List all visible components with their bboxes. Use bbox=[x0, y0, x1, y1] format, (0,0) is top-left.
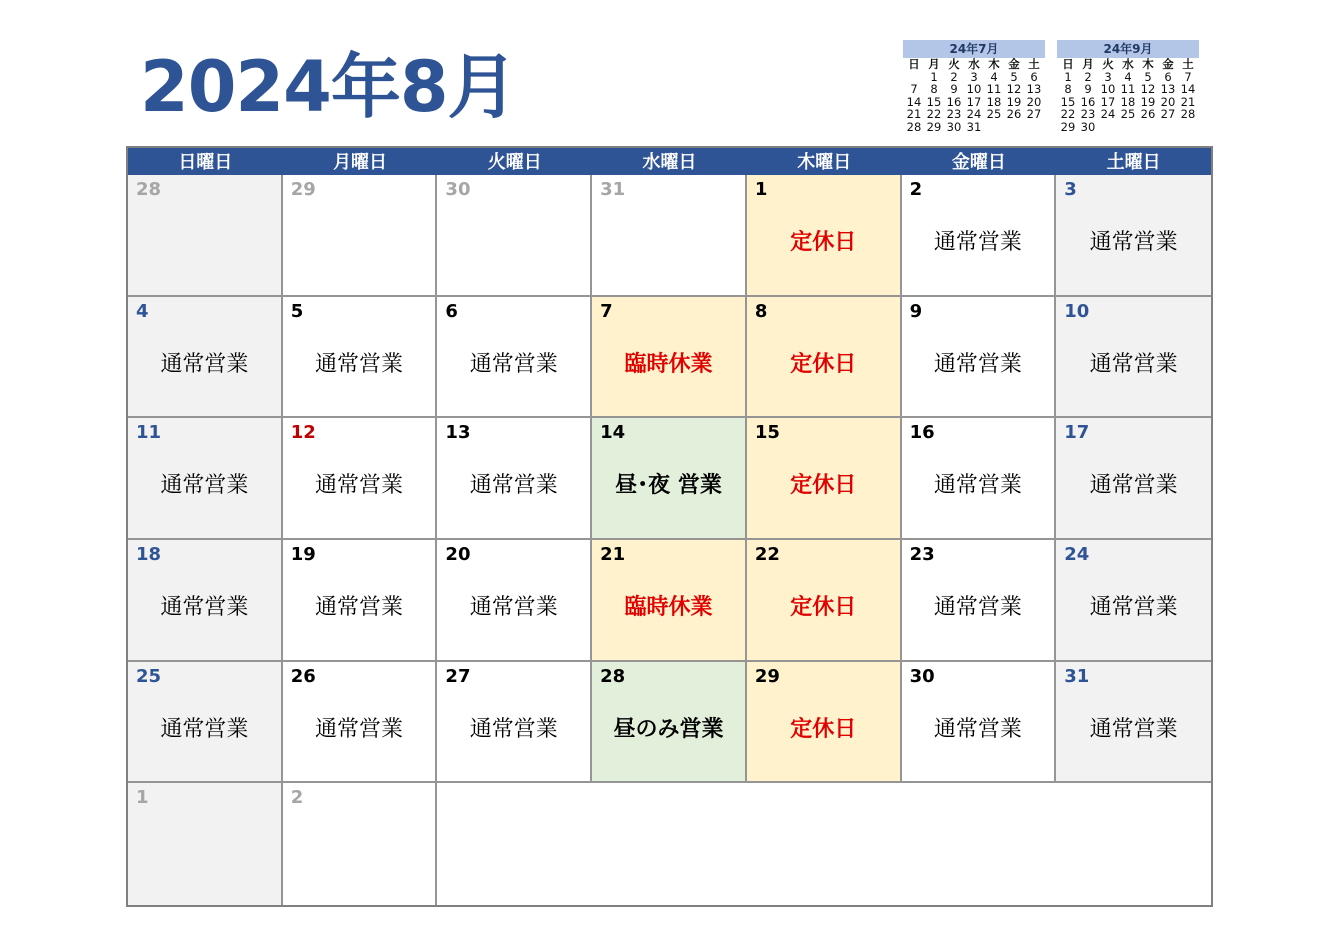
day-cell[interactable] bbox=[283, 662, 438, 784]
day-cell[interactable] bbox=[747, 540, 902, 662]
day-status: 通常営業 bbox=[160, 594, 249, 620]
day-cell[interactable] bbox=[128, 297, 283, 419]
weekday-thu: 木曜日 bbox=[797, 152, 852, 173]
day-status: 通常営業 bbox=[315, 594, 404, 620]
day-status: 通常営業 bbox=[469, 594, 558, 620]
mini-day: 6 bbox=[1030, 69, 1038, 84]
day-cell[interactable] bbox=[747, 418, 902, 540]
mini-day: 3 bbox=[1104, 69, 1112, 84]
day-number: 21 bbox=[600, 543, 626, 565]
day-cell[interactable] bbox=[902, 175, 1057, 297]
day-status: 通常営業 bbox=[933, 351, 1022, 377]
day-number: 30 bbox=[909, 665, 935, 687]
mini-dow: 土 bbox=[1028, 57, 1040, 71]
day-number: 18 bbox=[136, 543, 162, 565]
mini-day: 5 bbox=[1010, 69, 1018, 84]
day-cell[interactable] bbox=[592, 662, 747, 784]
day-number: 10 bbox=[1064, 300, 1090, 322]
day-status: 通常営業 bbox=[933, 716, 1022, 742]
mini-day: 15 bbox=[926, 94, 942, 109]
day-status: 臨時休業 bbox=[624, 351, 713, 377]
day-number: 15 bbox=[754, 422, 780, 444]
day-cell[interactable] bbox=[747, 297, 902, 419]
mini-day: 11 bbox=[1120, 82, 1136, 96]
day-number: 25 bbox=[136, 665, 162, 687]
day-number: 26 bbox=[290, 665, 316, 687]
day-cell[interactable] bbox=[283, 297, 438, 419]
mini-calendar-grid bbox=[904, 58, 1045, 133]
mini-day: 17 bbox=[1100, 94, 1116, 109]
mini-day: 10 bbox=[1100, 82, 1116, 96]
day-number: 9 bbox=[909, 300, 923, 322]
mini-day: 12 bbox=[1006, 82, 1022, 96]
mini-day: 28 bbox=[906, 119, 922, 134]
mini-day: 19 bbox=[1006, 94, 1022, 109]
mini-dow: 水 bbox=[968, 57, 980, 71]
mini-day: 26 bbox=[1140, 107, 1156, 121]
mini-day: 16 bbox=[946, 94, 962, 109]
mini-day: 29 bbox=[926, 119, 942, 134]
day-number: 14 bbox=[600, 422, 626, 444]
day-cell[interactable] bbox=[283, 418, 438, 540]
day-cell[interactable] bbox=[1056, 175, 1211, 297]
day-number: 5 bbox=[290, 300, 304, 322]
mini-day: 18 bbox=[1120, 94, 1136, 109]
mini-calendar-title: 24年9月 bbox=[1057, 40, 1199, 58]
mini-dow: 火 bbox=[1102, 57, 1114, 71]
mini-calendar-title: 24年7月 bbox=[903, 40, 1045, 58]
day-cell[interactable] bbox=[1056, 418, 1211, 540]
day-number: 24 bbox=[1064, 543, 1090, 565]
mini-dow: 金 bbox=[1008, 57, 1020, 71]
day-cell[interactable] bbox=[437, 175, 592, 297]
mini-dow: 日 bbox=[1062, 57, 1074, 71]
day-cell[interactable] bbox=[437, 540, 592, 662]
mini-day: 17 bbox=[966, 94, 982, 109]
mini-calendar-next bbox=[1057, 40, 1199, 133]
day-number: 6 bbox=[445, 300, 458, 322]
day-number: 29 bbox=[754, 665, 780, 687]
mini-day: 19 bbox=[1140, 94, 1156, 109]
day-number: 23 bbox=[909, 543, 935, 565]
mini-day: 23 bbox=[1080, 107, 1096, 121]
mini-day: 13 bbox=[1160, 82, 1176, 96]
day-status: 通常営業 bbox=[469, 473, 558, 499]
page-title: 2024年8月 bbox=[140, 46, 517, 128]
day-number: 13 bbox=[445, 422, 471, 444]
mini-day: 14 bbox=[906, 94, 922, 109]
mini-day: 22 bbox=[926, 107, 942, 121]
day-number: 29 bbox=[290, 179, 316, 200]
mini-day: 5 bbox=[1144, 69, 1152, 84]
day-status: 定休日 bbox=[790, 351, 857, 377]
day-cell[interactable] bbox=[128, 540, 283, 662]
day-status: 通常営業 bbox=[933, 230, 1022, 255]
day-cell[interactable] bbox=[592, 297, 747, 419]
day-status: 通常営業 bbox=[160, 473, 249, 499]
day-number: 1 bbox=[136, 787, 149, 809]
day-number: 28 bbox=[600, 665, 626, 687]
day-cell[interactable] bbox=[128, 418, 283, 540]
day-number: 31 bbox=[1064, 665, 1090, 687]
mini-day: 26 bbox=[1006, 107, 1022, 121]
mini-day: 6 bbox=[1164, 69, 1172, 84]
mini-day: 12 bbox=[1140, 82, 1156, 96]
day-number: 28 bbox=[136, 179, 162, 200]
day-number: 2 bbox=[909, 179, 923, 200]
day-status: 通常営業 bbox=[933, 473, 1022, 499]
day-cell[interactable] bbox=[592, 418, 747, 540]
mini-day: 15 bbox=[1060, 94, 1076, 109]
weekday-tue: 火曜日 bbox=[487, 152, 542, 173]
mini-day: 10 bbox=[966, 82, 982, 96]
day-status: 通常営業 bbox=[315, 473, 404, 499]
mini-day: 1 bbox=[1064, 69, 1072, 84]
mini-day: 1 bbox=[930, 69, 938, 84]
day-number: 30 bbox=[445, 179, 471, 200]
mini-dow: 月 bbox=[1082, 57, 1094, 71]
mini-day: 2 bbox=[1084, 69, 1092, 84]
day-number: 1 bbox=[754, 179, 768, 200]
day-status: 通常営業 bbox=[933, 594, 1022, 620]
weekday-header bbox=[128, 148, 1211, 175]
day-number: 31 bbox=[600, 179, 626, 200]
day-cell[interactable] bbox=[437, 662, 592, 784]
mini-dow: 水 bbox=[1122, 57, 1134, 71]
mini-day: 21 bbox=[1180, 94, 1196, 109]
mini-day: 28 bbox=[1180, 107, 1196, 121]
mini-day: 2 bbox=[950, 69, 958, 84]
day-cell[interactable] bbox=[1056, 297, 1211, 419]
day-status: 通常営業 bbox=[1089, 594, 1178, 620]
mini-dow: 月 bbox=[928, 57, 940, 71]
day-number: 20 bbox=[445, 543, 471, 565]
mini-day: 31 bbox=[966, 119, 982, 134]
day-number: 19 bbox=[290, 543, 316, 565]
mini-day: 7 bbox=[910, 82, 918, 96]
day-cell[interactable] bbox=[902, 540, 1057, 662]
mini-day: 4 bbox=[1124, 69, 1132, 84]
day-status: 通常営業 bbox=[1089, 716, 1178, 742]
day-number: 16 bbox=[909, 422, 935, 444]
mini-day: 8 bbox=[1064, 82, 1072, 96]
mini-day: 30 bbox=[1080, 119, 1096, 134]
mini-day: 7 bbox=[1184, 69, 1192, 84]
day-status: 定休日 bbox=[790, 594, 857, 620]
day-status: 通常営業 bbox=[315, 351, 404, 377]
day-number: 2 bbox=[290, 787, 304, 809]
day-status: 通常営業 bbox=[160, 716, 249, 742]
day-number: 17 bbox=[1064, 422, 1090, 444]
day-cell[interactable] bbox=[1056, 540, 1211, 662]
day-status: 通常営業 bbox=[1089, 351, 1178, 377]
day-status: 通常営業 bbox=[160, 351, 249, 377]
day-cell[interactable] bbox=[128, 783, 283, 905]
day-number: 8 bbox=[754, 300, 768, 322]
day-status: 通常営業 bbox=[315, 716, 404, 742]
weekday-sun: 日曜日 bbox=[178, 152, 233, 173]
day-cell[interactable] bbox=[902, 418, 1057, 540]
day-cell[interactable] bbox=[902, 297, 1057, 419]
day-status: 定休日 bbox=[790, 473, 857, 499]
month-calendar bbox=[126, 146, 1213, 907]
day-cell[interactable] bbox=[128, 662, 283, 784]
mini-day: 9 bbox=[1084, 82, 1092, 96]
mini-dow: 木 bbox=[988, 57, 1000, 71]
mini-day: 14 bbox=[1180, 82, 1196, 96]
mini-day: 23 bbox=[946, 107, 962, 121]
day-number: 4 bbox=[136, 300, 149, 322]
mini-day: 3 bbox=[970, 69, 978, 84]
mini-day: 22 bbox=[1060, 107, 1076, 121]
day-status: 定休日 bbox=[790, 230, 857, 255]
day-cell[interactable] bbox=[283, 540, 438, 662]
day-cell[interactable] bbox=[902, 662, 1057, 784]
mini-day: 9 bbox=[950, 82, 958, 96]
day-status: 通常営業 bbox=[1089, 230, 1178, 255]
weekday-wed: 水曜日 bbox=[642, 152, 697, 173]
day-cell[interactable] bbox=[747, 662, 902, 784]
day-number: 27 bbox=[445, 665, 471, 687]
day-status: 通常営業 bbox=[469, 716, 558, 742]
mini-day: 20 bbox=[1026, 94, 1042, 109]
weekday-sat: 土曜日 bbox=[1106, 152, 1161, 173]
day-cell[interactable] bbox=[592, 540, 747, 662]
mini-dow: 土 bbox=[1182, 57, 1194, 71]
mini-day: 20 bbox=[1160, 94, 1176, 109]
day-cell[interactable] bbox=[1056, 662, 1211, 784]
mini-dow: 金 bbox=[1162, 57, 1174, 71]
day-status: 昼のみ営業 bbox=[613, 716, 724, 742]
day-cell[interactable] bbox=[437, 297, 592, 419]
mini-dow: 日 bbox=[908, 57, 920, 71]
day-status: 定休日 bbox=[790, 716, 857, 742]
day-status: 昼･夜 営業 bbox=[615, 473, 722, 499]
mini-day: 21 bbox=[906, 107, 922, 121]
day-cell[interactable] bbox=[283, 175, 438, 297]
mini-day: 11 bbox=[986, 82, 1002, 96]
day-status: 通常営業 bbox=[1089, 473, 1178, 499]
mini-day: 24 bbox=[966, 107, 982, 121]
day-number: 12 bbox=[290, 422, 316, 444]
mini-day: 24 bbox=[1100, 107, 1116, 121]
day-cell[interactable] bbox=[437, 418, 592, 540]
day-cell[interactable] bbox=[592, 175, 747, 297]
mini-dow: 木 bbox=[1142, 57, 1154, 71]
day-cell[interactable] bbox=[747, 175, 902, 297]
mini-calendar-grid bbox=[1058, 58, 1199, 133]
mini-day: 30 bbox=[946, 119, 962, 134]
day-number: 11 bbox=[136, 422, 162, 444]
weekday-mon: 月曜日 bbox=[333, 152, 388, 173]
mini-day: 4 bbox=[990, 69, 998, 84]
mini-day: 18 bbox=[986, 94, 1002, 109]
mini-day: 13 bbox=[1026, 82, 1042, 96]
day-status: 臨時休業 bbox=[624, 594, 713, 620]
mini-day: 8 bbox=[930, 82, 938, 96]
mini-day: 27 bbox=[1160, 107, 1176, 121]
mini-day: 29 bbox=[1060, 119, 1076, 134]
mini-day: 25 bbox=[1120, 107, 1136, 121]
day-cell[interactable] bbox=[283, 783, 438, 905]
day-status: 通常営業 bbox=[469, 351, 558, 377]
mini-calendar-prev bbox=[903, 40, 1045, 133]
mini-day: 25 bbox=[986, 107, 1002, 121]
day-number: 22 bbox=[754, 543, 780, 565]
weekday-fri: 金曜日 bbox=[951, 152, 1006, 173]
day-number: 7 bbox=[600, 300, 613, 322]
empty-area bbox=[437, 783, 1211, 905]
day-grid bbox=[128, 175, 1211, 905]
mini-day: 27 bbox=[1026, 107, 1042, 121]
mini-dow: 火 bbox=[948, 57, 960, 71]
day-number: 3 bbox=[1064, 179, 1077, 200]
mini-day: 16 bbox=[1080, 94, 1096, 109]
day-cell[interactable] bbox=[128, 175, 283, 297]
